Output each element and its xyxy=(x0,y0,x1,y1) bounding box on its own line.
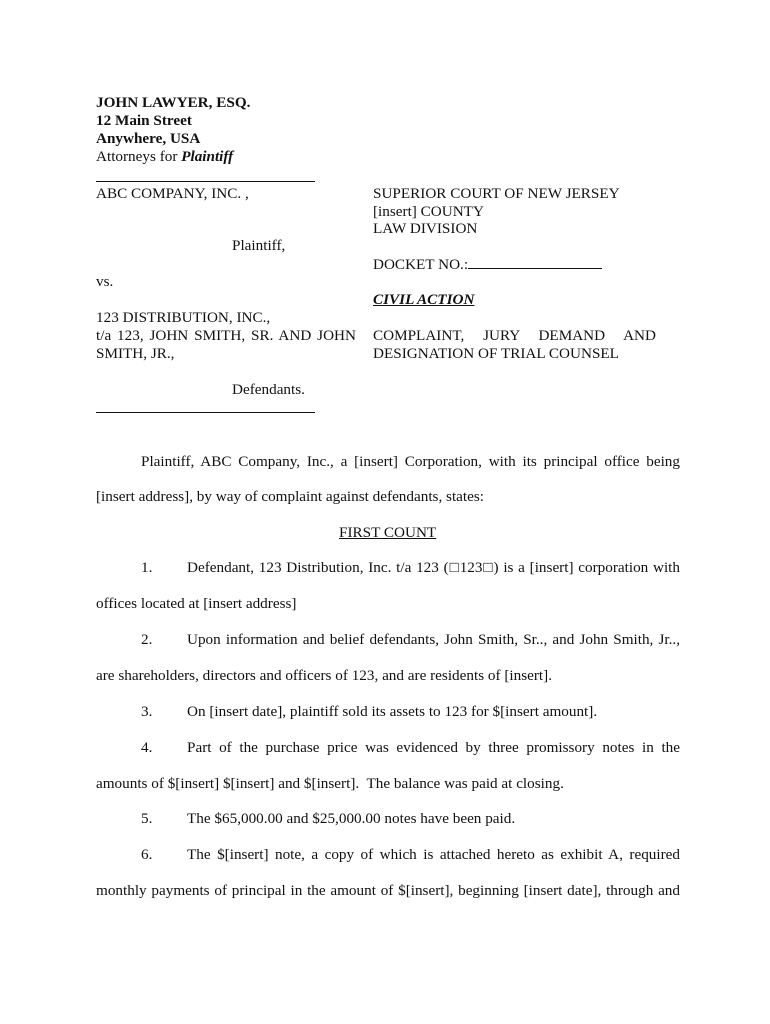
paragraph-4-number: 4. xyxy=(141,739,153,756)
defendant-line-3: SMITH, JR., xyxy=(96,345,175,362)
paragraph-2-line-1: Upon information and belief defendants, John Smith, Sr.., and John Smith, Jr.., xyxy=(187,631,680,648)
attorney-city: Anywhere, USA xyxy=(96,130,201,147)
paragraph-2-number: 2. xyxy=(141,631,153,648)
paragraph-6-line-1: The $[insert] note, a copy of which is attached hereto as exhibit A, required xyxy=(187,846,680,863)
complaint-title-line-1: COMPLAINT, JURY DEMAND AND xyxy=(373,327,656,344)
court-county: [insert] COUNTY xyxy=(373,203,484,220)
paragraph-1-line-2: offices located at [insert address] xyxy=(96,595,297,612)
caption-bottom-rule xyxy=(96,412,315,413)
docket-number xyxy=(373,256,602,274)
paragraph-2-line-2: are shareholders, directors and officers of 123, and are residents of [insert]. xyxy=(96,667,553,684)
intro-line-2: [insert address], by way of complaint against defendants, states: xyxy=(96,488,485,505)
complaint-title-line-2: DESIGNATION OF TRIAL COUNSEL xyxy=(373,345,619,362)
paragraph-3-number: 3. xyxy=(141,703,153,720)
caption-top-rule xyxy=(96,181,315,182)
plaintiff-name: ABC COMPANY, INC. , xyxy=(96,185,249,202)
count-heading: FIRST COUNT xyxy=(339,524,437,541)
court-name: SUPERIOR COURT OF NEW JERSEY xyxy=(373,185,620,202)
paragraph-5-number: 5. xyxy=(141,810,153,827)
paragraph-3-line-1: On [insert date], plaintiff sold its assets to 123 for $[insert amount]. xyxy=(187,703,598,720)
intro-line-1: Plaintiff, ABC Company, Inc., a [insert] Corporation, with its principal office being xyxy=(141,453,680,470)
paragraph-6-number: 6. xyxy=(141,846,153,863)
attorneys-for-prefix: Attorneys for xyxy=(96,148,178,165)
defendant-line-2: t/a 123, JOHN SMITH, SR. AND JOHN xyxy=(96,327,356,344)
attorneys-for-line xyxy=(96,148,233,166)
defendant-line-1: 123 DISTRIBUTION, INC., xyxy=(96,309,271,326)
paragraph-4-line-1: Part of the purchase price was evidenced by three promissory notes in the xyxy=(187,739,680,756)
docket-blank-line xyxy=(468,256,602,269)
paragraph-1-number: 1. xyxy=(141,559,153,576)
paragraph-4-line-2: amounts of $[insert] $[insert] and $[insert]. The balance was paid at closing. xyxy=(96,775,564,792)
attorneys-for-party: Plaintiff xyxy=(181,148,234,165)
attorney-street: 12 Main Street xyxy=(96,112,192,129)
docket-label: DOCKET NO.: xyxy=(373,256,469,273)
plaintiff-role: Plaintiff, xyxy=(232,237,286,254)
versus: vs. xyxy=(96,273,114,290)
paragraph-6-line-2: monthly payments of principal in the amount of $[insert], beginning [insert date], through and xyxy=(96,882,680,899)
court-division: LAW DIVISION xyxy=(373,220,478,237)
civil-action-label: CIVIL ACTION xyxy=(373,291,475,308)
paragraph-5-line-1: The $65,000.00 and $25,000.00 notes have been paid. xyxy=(187,810,516,827)
defendant-role: Defendants. xyxy=(232,381,305,398)
attorney-name: JOHN LAWYER, ESQ. xyxy=(96,94,251,111)
paragraph-1-line-1: Defendant, 123 Distribution, Inc. t/a 123 (□123□) is a [insert] corporation with xyxy=(187,559,680,576)
